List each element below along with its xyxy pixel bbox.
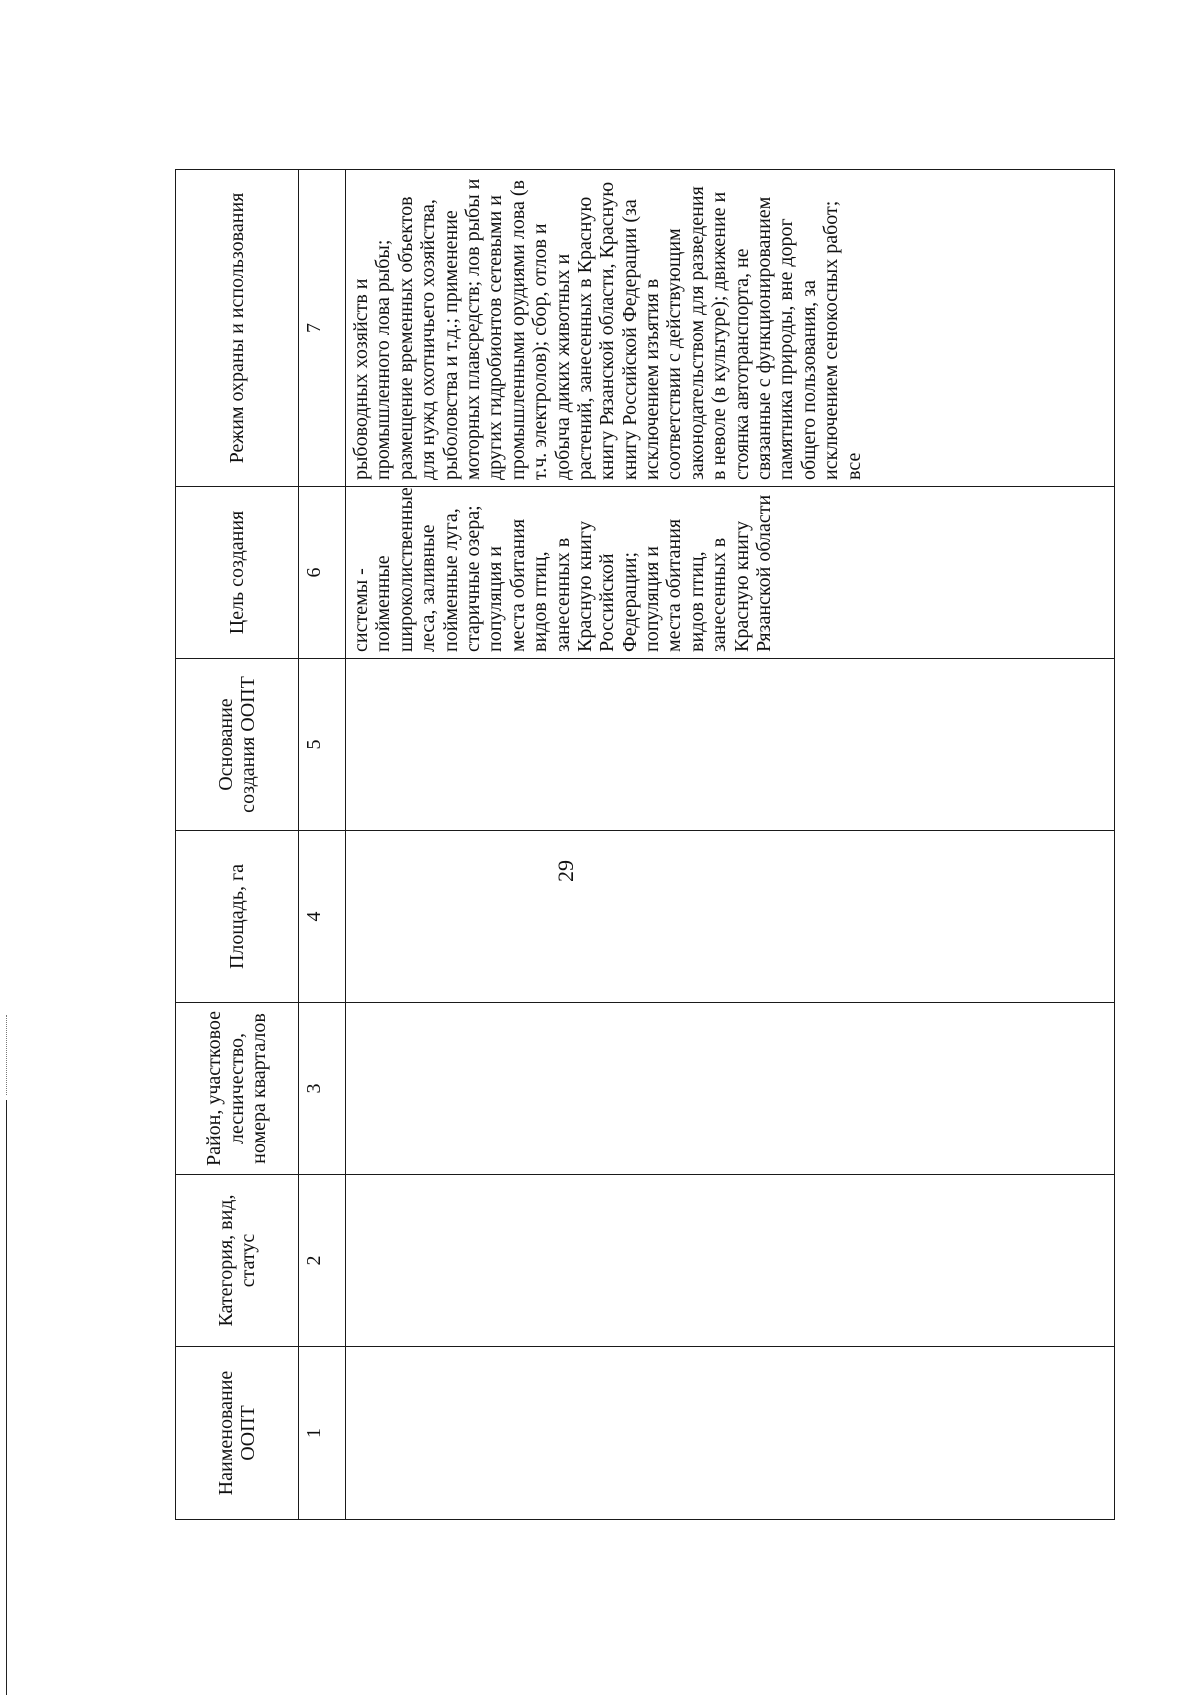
oopt-table <box>175 169 1115 1520</box>
header-row <box>176 170 299 1520</box>
header-purpose: Цель создания <box>176 487 299 659</box>
column-number-row <box>299 170 346 1520</box>
cell-area <box>346 831 1115 1003</box>
header-area: Площадь, га <box>176 831 299 1003</box>
rotated-table-container <box>175 170 1115 1520</box>
column-number-5: 5 <box>299 659 346 831</box>
cell-basis <box>346 659 1115 831</box>
cell-district <box>346 1003 1115 1175</box>
table-row <box>346 170 1115 1520</box>
column-number-6: 6 <box>299 487 346 659</box>
cell-name <box>346 1347 1115 1520</box>
cell-category <box>346 1175 1115 1347</box>
column-number-7: 7 <box>299 170 346 487</box>
header-regime: Режим охраны и использования <box>176 170 299 487</box>
column-number-4: 4 <box>299 831 346 1003</box>
margin-line <box>6 1100 7 1695</box>
cell-purpose: системы - пойменные широколиственные леса, заливные пойменные луга, старичные озера; популяция и места обитания видов птиц, занесенных в Красную книгу Российской Федерации; популяция и места обитания видов птиц, занесенных в Красную книгу Рязанской области <box>346 487 1115 659</box>
column-number-3: 3 <box>299 1003 346 1175</box>
header-category: Категория, вид, статус <box>176 1175 299 1347</box>
column-number-1: 1 <box>299 1347 346 1520</box>
header-basis: Основание создания ООПТ <box>176 659 299 831</box>
header-name: Наименование ООПТ <box>176 1347 299 1520</box>
page-number: 29 <box>553 860 578 882</box>
cell-regime: рыбоводных хозяйств и промышленного лова рыбы; размещение временных объектов для нужд охотничьего хозяйства, рыболовства и т.д.; применение моторных плавсредств; лов рыбы и других гидробионтов сетевыми и промышленными орудиями лова (в т.ч. электролов); сбор, отлов и добыча диких животных и растений, занесенных в Красную книгу Рязанской области, Красную книгу Российской Федерации (за исключением изъятия в соответствии с действующим законодательством для разведения в неволе (в культуре); движение и стоянка автотранспорта, не связанные с функционированием памятника природы, вне дорог общего пользования, за исключением сенокосных работ; все <box>346 170 1115 487</box>
margin-dotted-line <box>6 1015 7 1095</box>
column-number-2: 2 <box>299 1175 346 1347</box>
header-district: Район, участковое лесничество, номера кварталов <box>176 1003 299 1175</box>
